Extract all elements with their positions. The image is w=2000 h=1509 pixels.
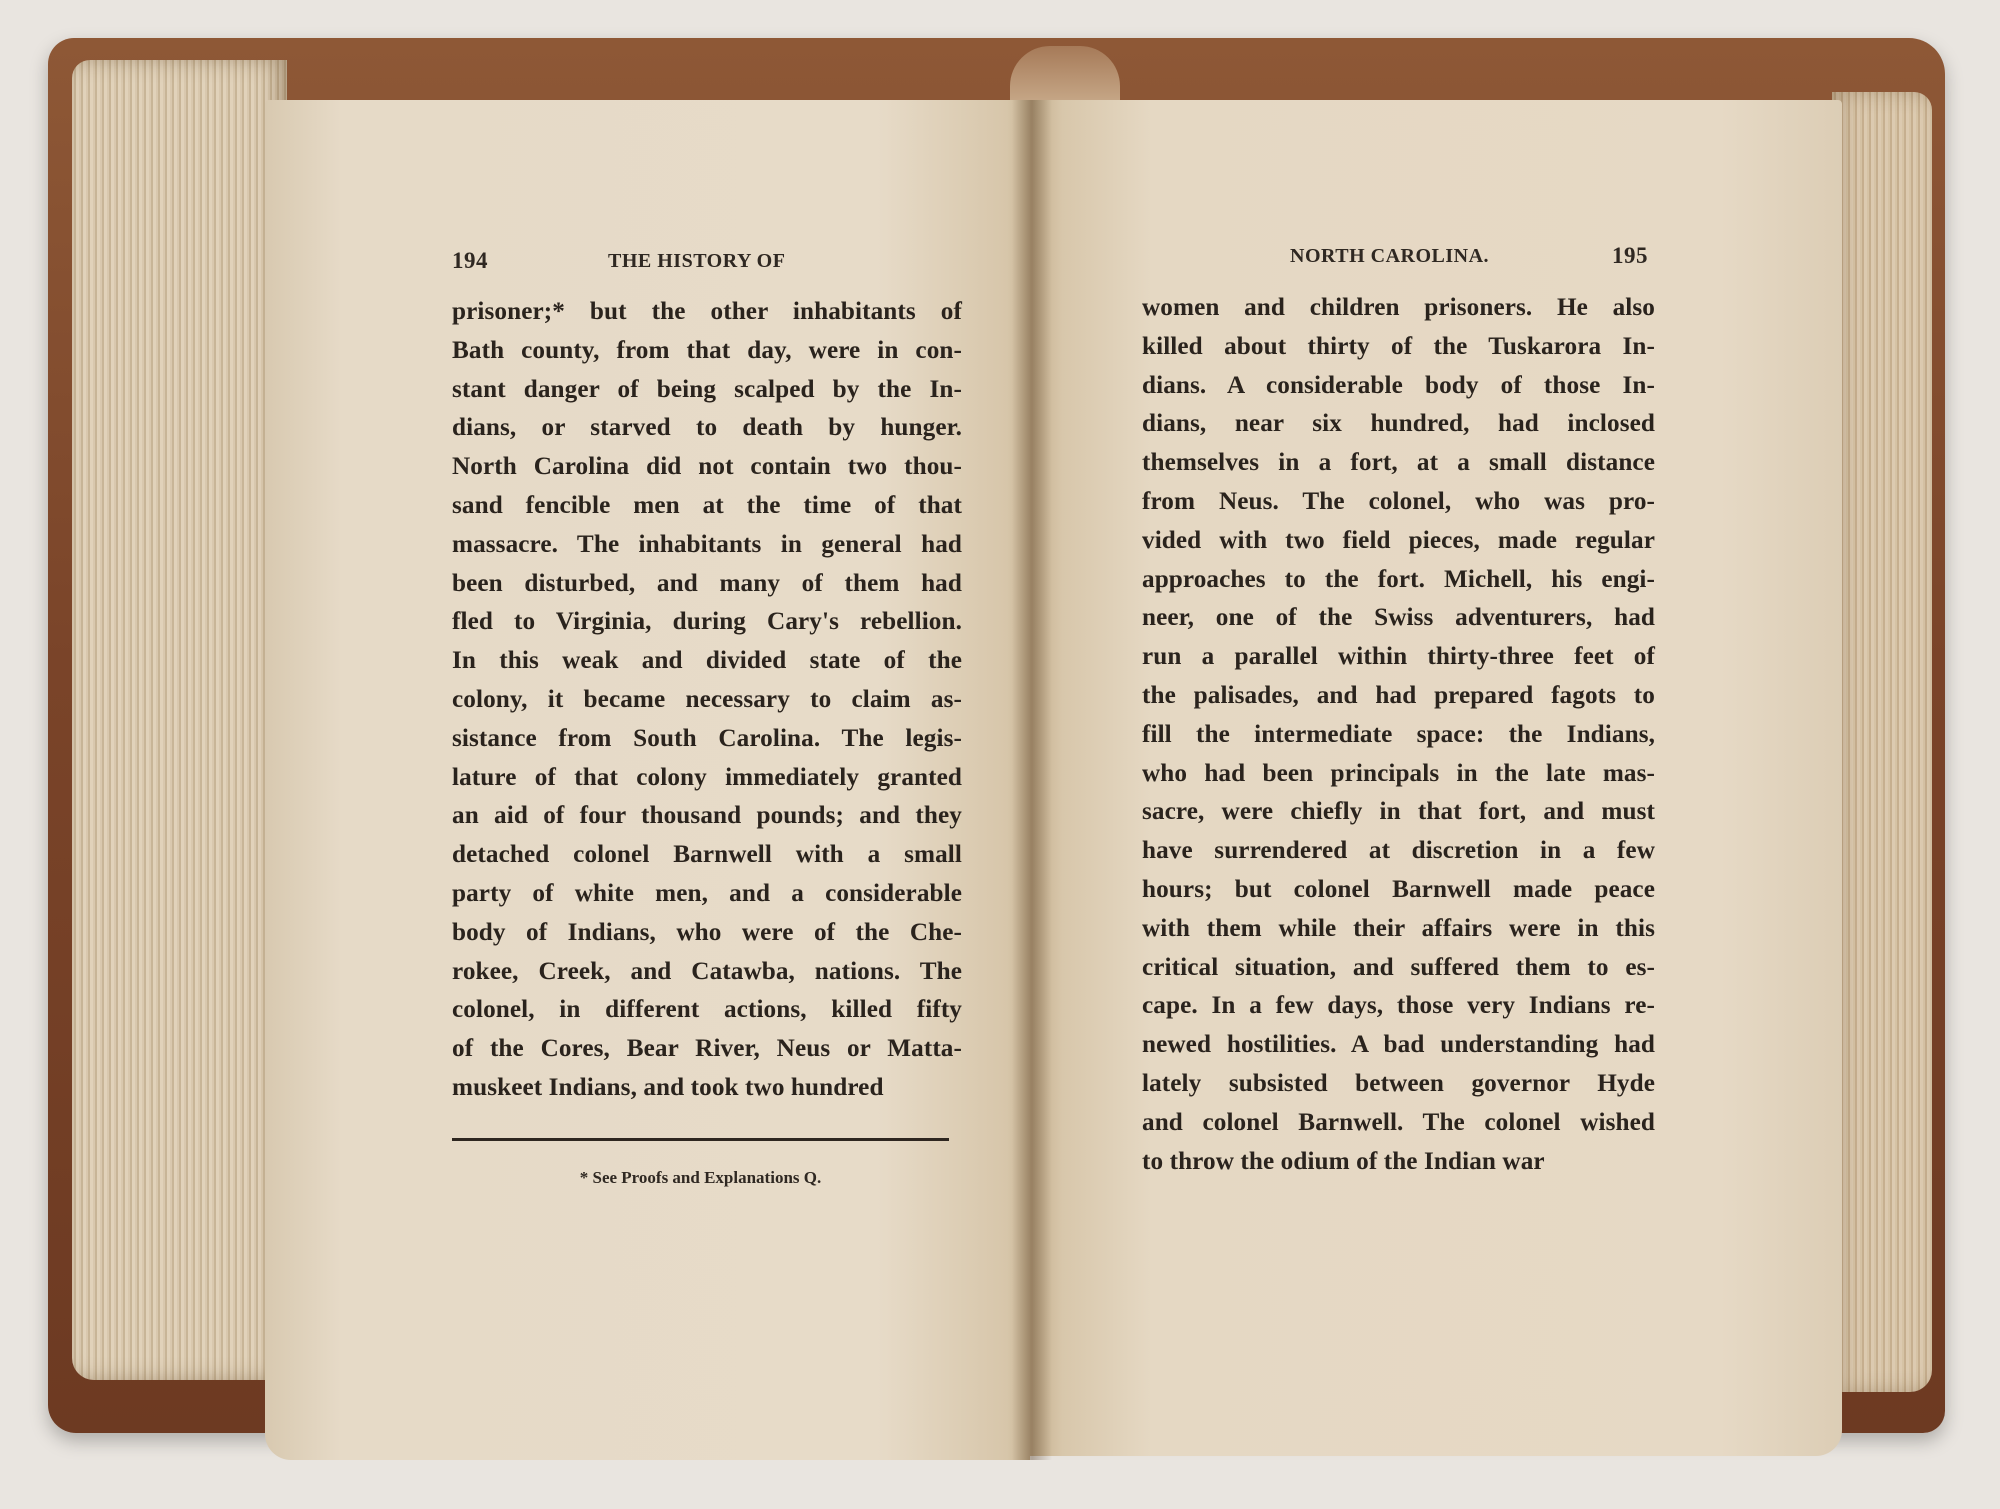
right-running-head: NORTH CAROLINA. <box>1290 245 1490 267</box>
footnote: * See Proofs and Explanations Q. <box>579 1168 822 1187</box>
text-line: who had been principals in the late mas- <box>1142 759 1655 787</box>
text-line: vided with two field pieces, made regular <box>1142 526 1655 554</box>
text-line: killed about thirty of the Tuskarora In- <box>1142 332 1655 360</box>
text-line: approaches to the fort. Michell, his engi- <box>1142 565 1655 593</box>
text-line: lately subsisted between governor Hyde <box>1142 1069 1655 1097</box>
text-line: of the Cores, Bear River, Neus or Matta- <box>452 1035 962 1063</box>
text-line: run a parallel within thirty-three feet of <box>1142 643 1655 671</box>
text-line: critical situation, and suffered them to es- <box>1142 953 1655 981</box>
text-line: massacre. The inhabitants in general had <box>452 530 962 558</box>
text-line: hours; but colonel Barnwell made peace <box>1142 875 1655 903</box>
text-line: dians. A considerable body of those In- <box>1142 371 1655 399</box>
text-line: North Carolina did not contain two thou- <box>452 453 962 481</box>
text-line: sistance from South Carolina. The legis- <box>452 724 962 752</box>
left-page-number: 194 <box>452 248 488 273</box>
text-line: women and children prisoners. He also <box>1142 294 1655 321</box>
text-line: muskeet Indians, and took two hundred <box>452 1073 884 1101</box>
text-line: dians, near six hundred, had inclosed <box>1142 410 1655 438</box>
text-line: and colonel Barnwell. The colonel wished <box>1142 1108 1655 1136</box>
text-line: fled to Virginia, during Cary's rebellion. <box>452 608 962 636</box>
text-line: sand fencible men at the time of that <box>452 491 962 519</box>
text-line: fill the intermediate space: the Indians, <box>1142 720 1655 748</box>
text-line: colony, it became necessary to claim as- <box>452 685 962 713</box>
book-spine <box>1010 46 1120 106</box>
right-page-number: 195 <box>1612 243 1648 268</box>
text-line: neer, one of the Swiss adventurers, had <box>1142 604 1655 632</box>
text-line: detached colonel Barnwell with a small <box>452 841 962 869</box>
text-line: dians, or starved to death by hunger. <box>452 414 962 442</box>
text-line: with them while their affairs were in this <box>1142 914 1655 942</box>
text-line: newed hostilities. A bad understanding had <box>1142 1031 1655 1059</box>
text-line: colonel, in different actions, killed fifty <box>452 996 962 1024</box>
text-line: cape. In a few days, those very Indians re- <box>1142 992 1655 1020</box>
book-gutter <box>1012 100 1052 1460</box>
text-line: an aid of four thousand pounds; and they <box>452 802 962 830</box>
text-line: themselves in a fort, at a small distance <box>1142 449 1655 477</box>
text-line: body of Indians, who were of the Che- <box>452 918 962 946</box>
text-line: Bath county, from that day, were in con- <box>452 336 962 364</box>
footnote-rule <box>452 1138 949 1141</box>
text-line: stant danger of being scalped by the In- <box>452 375 962 403</box>
text-line: lature of that colony immediately granted <box>452 763 962 791</box>
text-line: sacre, were chiefly in that fort, and must <box>1142 798 1655 826</box>
right-page-edges <box>1832 92 1932 1392</box>
text-line: party of white men, and a considerable <box>452 879 962 907</box>
text-line: rokee, Creek, and Catawba, nations. The <box>452 957 962 985</box>
left-page-edges <box>72 60 287 1380</box>
text-line: the palisades, and had prepared fagots to <box>1142 681 1655 709</box>
text-line: prisoner;* but the other inhabitants of <box>452 298 962 325</box>
text-line: have surrendered at discretion in a few <box>1142 837 1655 865</box>
left-page-body <box>452 293 962 1108</box>
text-line: to throw the odium of the Indian war <box>1142 1147 1545 1175</box>
text-line: In this weak and divided state of the <box>452 647 962 675</box>
text-line: from Neus. The colonel, who was pro- <box>1142 487 1655 515</box>
left-running-head: THE HISTORY OF <box>608 250 786 272</box>
right-page-body <box>1142 289 1655 1181</box>
text-line: been disturbed, and many of them had <box>452 569 962 597</box>
